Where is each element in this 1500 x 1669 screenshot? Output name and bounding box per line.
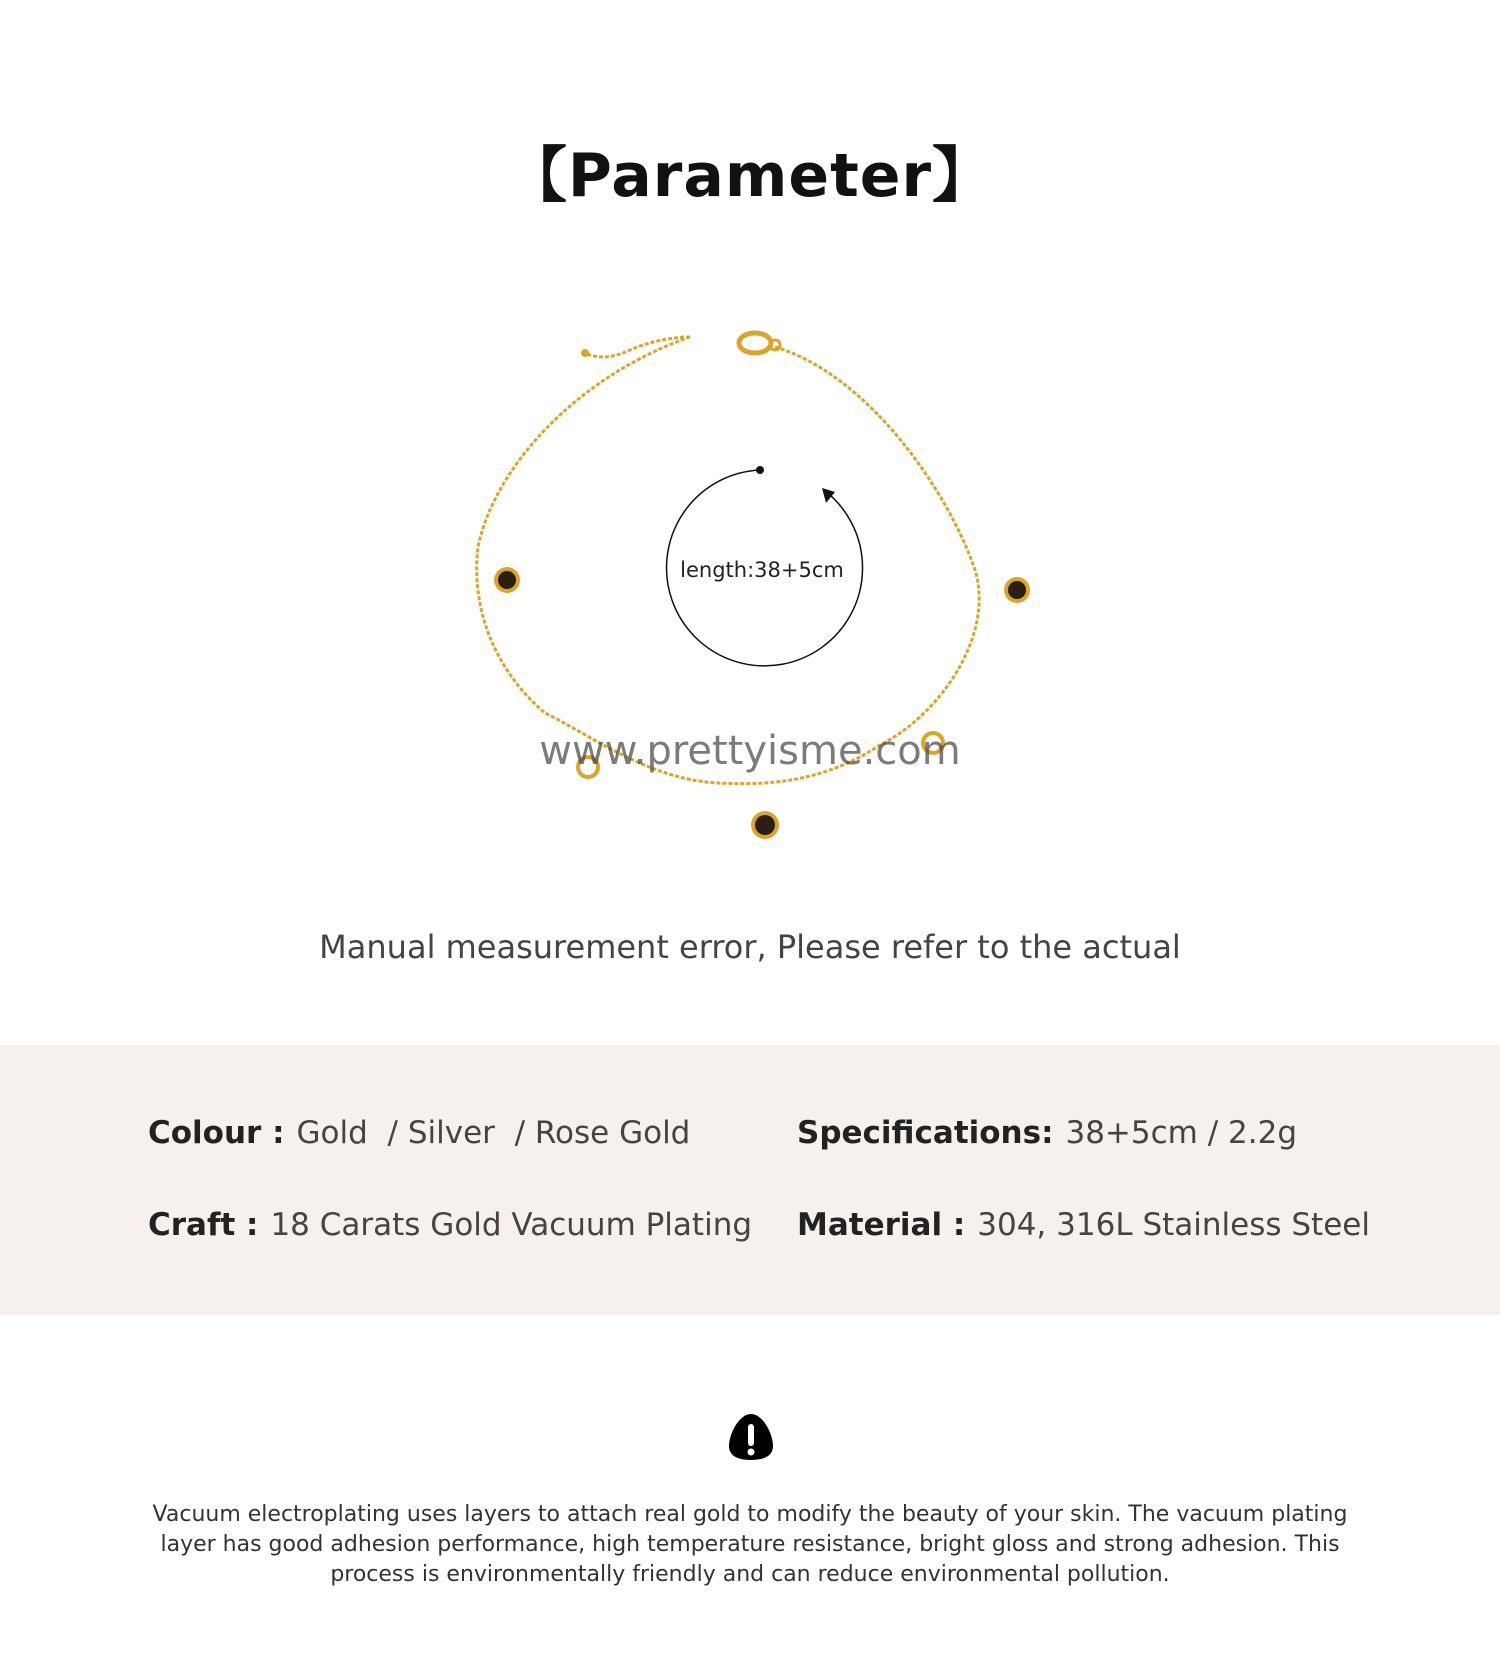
spec-craft-value: 18 Carats Gold Vacuum Plating: [270, 1207, 753, 1243]
spec-colour-value: Gold / Silver / Rose Gold: [296, 1115, 691, 1151]
spec-colour: [148, 1115, 690, 1151]
black-stone-left: [494, 567, 520, 593]
spec-craft: [148, 1207, 752, 1243]
black-stone-bottom: [751, 811, 779, 839]
measurement-note: Manual measurement error, Please refer to the actual: [319, 928, 1181, 966]
extender-end: [581, 349, 589, 357]
spec-craft-label: Craft :: [148, 1207, 259, 1243]
necklace-image: [450, 315, 1070, 875]
plating-description: Vacuum electroplating uses layers to attach real gold to modify the beauty of your skin. The vacuum plating layer has good adhesion performance, high temperature resistance, bright gloss and strong adhesion. This process is environmentally friendly and can reduce environmental pollution.: [152, 1502, 1348, 1587]
spec-specifications-value: 38+5cm / 2.2g: [1065, 1115, 1298, 1151]
length-label: length:38+5cm: [680, 558, 844, 582]
clasp: [739, 333, 780, 353]
exclamation-icon: [728, 1412, 774, 1462]
spec-material: [797, 1207, 1370, 1243]
spec-colour-label: Colour :: [148, 1115, 285, 1151]
spec-material-value: 304, 316L Stainless Steel: [977, 1207, 1370, 1243]
spec-specifications: [797, 1115, 1297, 1151]
spec-specifications-label: Specifications:: [797, 1115, 1054, 1151]
watermark: www.prettyisme.com: [539, 728, 961, 774]
page-title: 【Parameter】: [506, 141, 994, 211]
length-measurement-diagram: [667, 466, 863, 666]
black-stone-right: [1004, 577, 1030, 603]
spec-material-label: Material :: [797, 1207, 966, 1243]
specifications-panel: [0, 1045, 1500, 1315]
extender-chain: [585, 337, 690, 357]
